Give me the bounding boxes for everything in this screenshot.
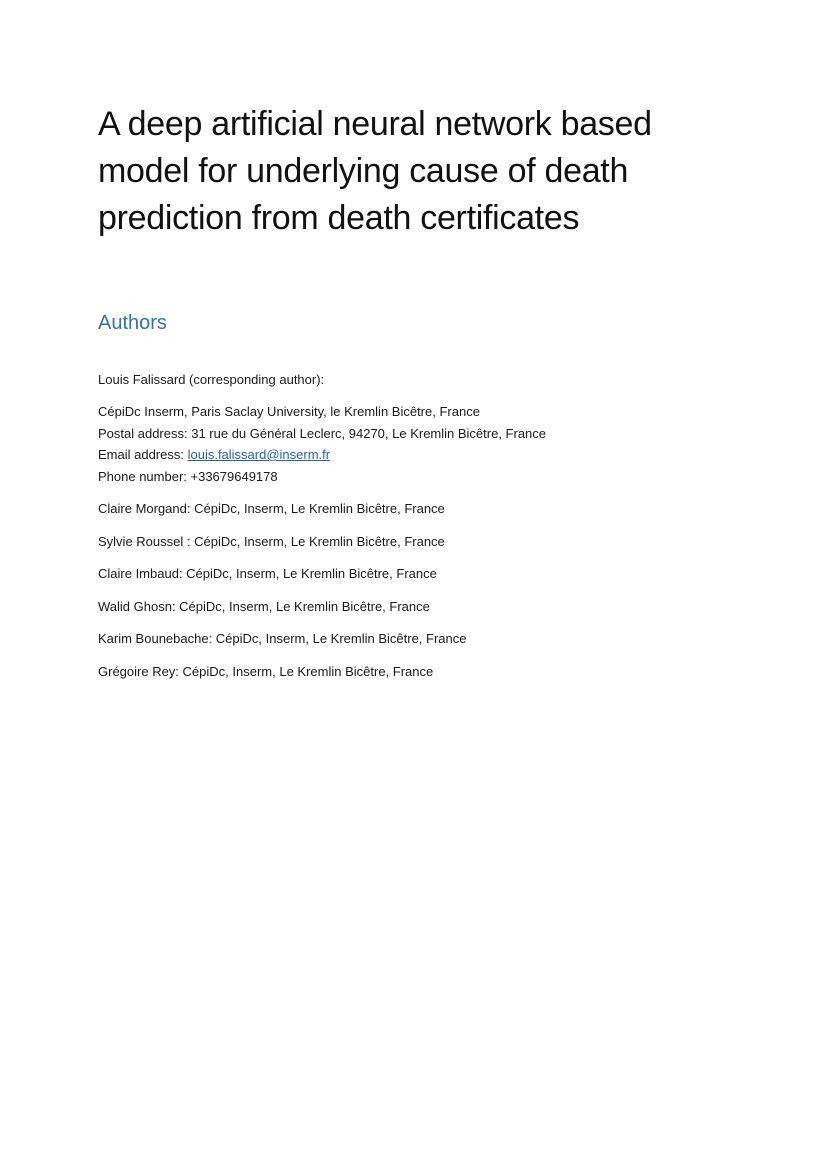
email-link[interactable]: louis.falissard@inserm.fr [187, 447, 331, 462]
author-entry: Sylvie Roussel : CépiDc, Inserm, Le Kremlin Bicêtre, France [98, 534, 445, 549]
email-label: Email address: [98, 447, 188, 462]
author-entry: Claire Imbaud: CépiDc, Inserm, Le Kremlin Bicêtre, France [98, 566, 437, 581]
title-line: prediction from death certificates [98, 199, 580, 237]
author-entry: Claire Morgand: CépiDc, Inserm, Le Kremlin Bicêtre, France [98, 501, 445, 516]
author-entry: Walid Ghosn: CépiDc, Inserm, Le Kremlin Bicêtre, France [98, 599, 430, 614]
author-entry: Grégoire Rey: CépiDc, Inserm, Le Kremlin Bicêtre, France [98, 664, 434, 679]
affiliation-line: CépiDc Inserm, Paris Saclay University, le Kremlin Bicêtre, France [98, 404, 480, 419]
phone-line: Phone number: +33679649178 [98, 468, 278, 484]
author-entry: Karim Bounebache: CépiDc, Inserm, Le Kremlin Bicêtre, France [98, 631, 467, 646]
title-line: model for underlying cause of death [98, 152, 629, 190]
corresponding-author-details [98, 401, 546, 487]
authors-heading: Authors [98, 312, 167, 334]
corresponding-author-name: Louis Falissard (corresponding author): [98, 372, 325, 387]
title-line: A deep artificial neural network based [98, 105, 652, 143]
postal-address-line: Postal address: 31 rue du Général Leclerc, 94270, Le Kremlin Bicêtre, France [98, 425, 547, 441]
email-line [98, 444, 546, 466]
paper-title [98, 101, 738, 242]
